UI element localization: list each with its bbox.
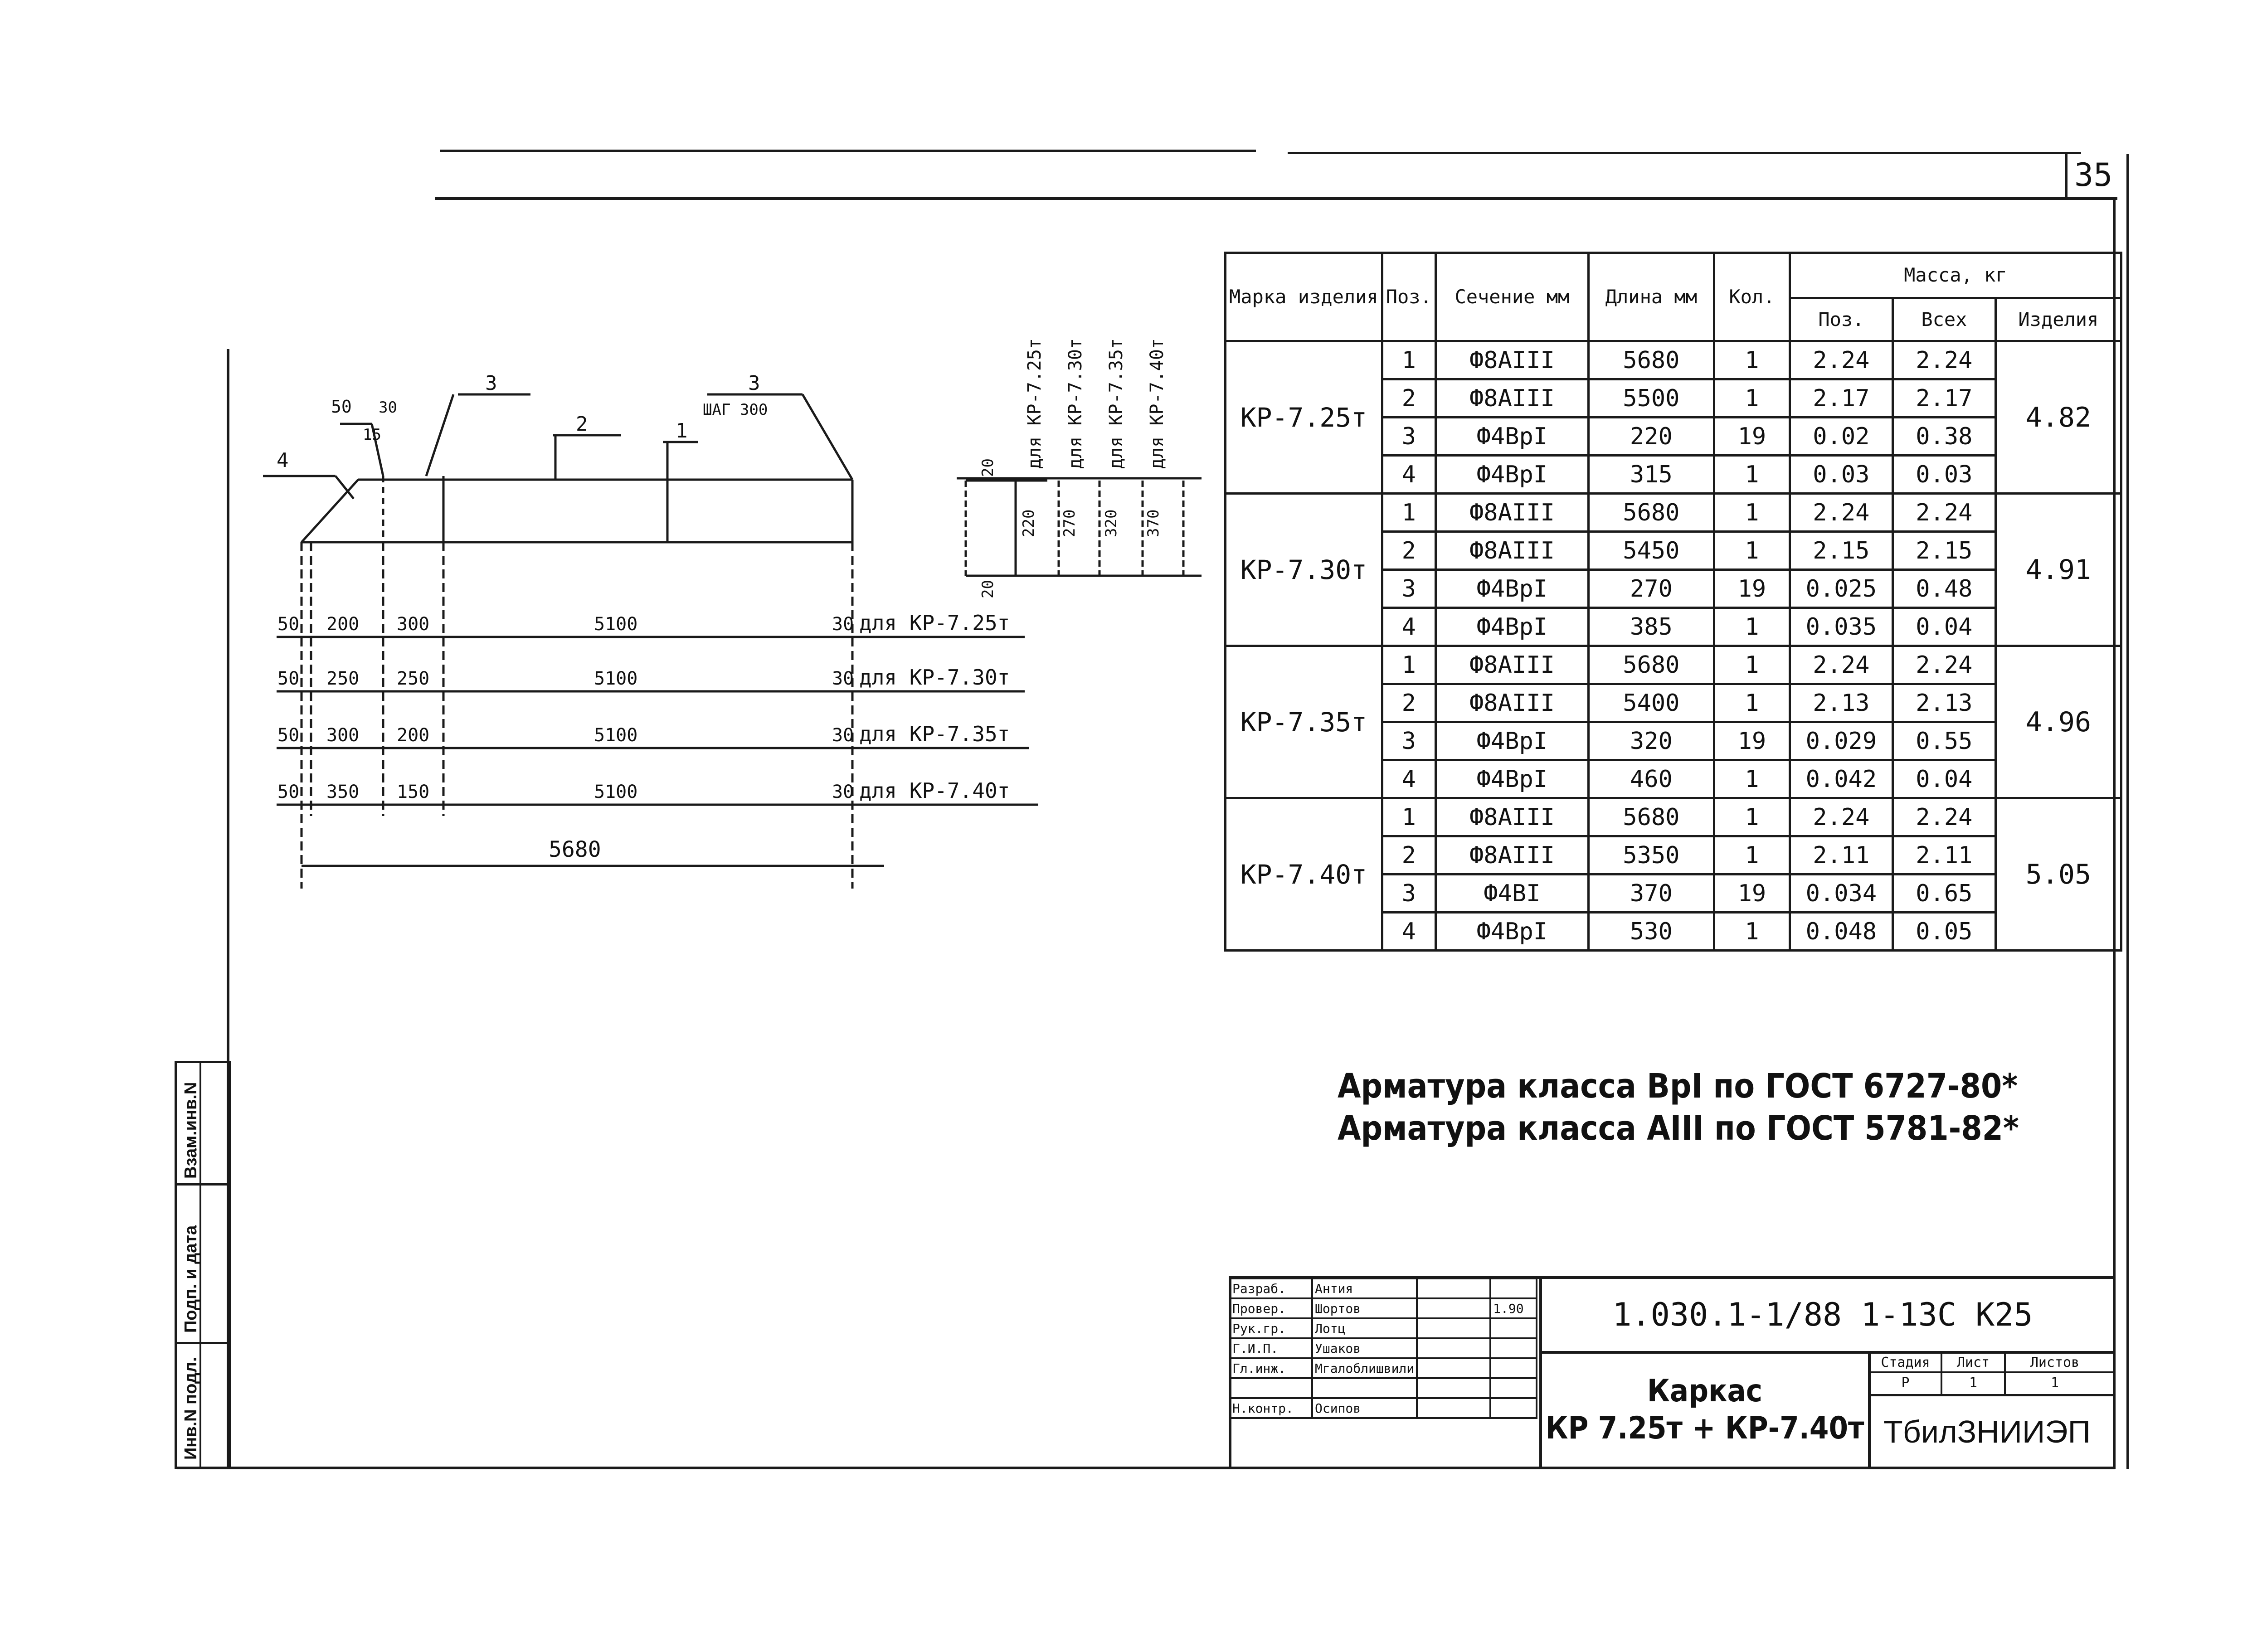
cell-pos: 4: [1382, 913, 1435, 951]
cell-section: Ф8АIII: [1435, 341, 1588, 379]
dim-50-top: 50: [331, 397, 352, 417]
header-mass: Масса, кг: [1790, 253, 2121, 298]
side-sign-date: Подп. и дата: [181, 1225, 200, 1333]
cell-length: 460: [1588, 760, 1714, 798]
cell-length: 270: [1588, 570, 1714, 608]
cell-length: 5500: [1588, 379, 1714, 418]
cell-length: 5350: [1588, 836, 1714, 875]
cell-one: 2.24: [1790, 341, 1892, 379]
svg-text:200: 200: [397, 725, 430, 746]
side-stamp-frame-right: [229, 1061, 231, 1469]
signature-row: [1230, 1338, 1537, 1358]
signature-sig: [1417, 1378, 1490, 1398]
cell-pos: 1: [1382, 494, 1435, 532]
svg-text:5100: 5100: [594, 614, 638, 635]
callout-4: 4: [277, 449, 289, 472]
cell-section: Ф4ВрI: [1435, 608, 1588, 646]
cell-length: 5400: [1588, 684, 1714, 722]
cell-pos: 2: [1382, 684, 1435, 722]
svg-text:300: 300: [397, 614, 430, 635]
cell-qty: 1: [1714, 836, 1790, 875]
dim-row-2: [277, 665, 1010, 690]
signature-name: Мгалоблишвили: [1312, 1358, 1417, 1378]
signature-row: [1230, 1378, 1537, 1398]
cell-pos: 3: [1382, 418, 1435, 456]
cell-length: 5680: [1588, 341, 1714, 379]
svg-text:150: 150: [397, 782, 430, 802]
signature-date: [1490, 1358, 1537, 1378]
cell-one: 2.13: [1790, 684, 1892, 722]
signature-role: Гл.инж.: [1230, 1358, 1312, 1378]
cell-one: 2.24: [1790, 798, 1892, 836]
cell-qty: 1: [1714, 684, 1790, 722]
cell-length: 370: [1588, 875, 1714, 913]
top-rule-3: [435, 197, 2117, 200]
notes: [1338, 1065, 2019, 1149]
svg-text:350: 350: [326, 782, 360, 802]
cell-section: Ф8АIII: [1435, 379, 1588, 418]
cell-pos: 3: [1382, 570, 1435, 608]
cell-section: Ф8АIII: [1435, 798, 1588, 836]
cell-pos: 3: [1382, 722, 1435, 760]
title-line-1: Каркас: [1647, 1373, 1763, 1409]
specification-table: [1224, 252, 2122, 952]
cell-pos: 4: [1382, 456, 1435, 494]
frame-right-outer: [2126, 154, 2129, 1469]
cell-one: 0.029: [1790, 722, 1892, 760]
note-line-2: Арматура класса АIII по ГОСТ 5781-82*: [1338, 1108, 2019, 1148]
svg-text:для КР-7.25т: для КР-7.25т: [859, 611, 1010, 635]
cell-qty: 1: [1714, 456, 1790, 494]
svg-text:30: 30: [832, 614, 854, 635]
cell-item-mass: 4.96: [1995, 646, 2121, 798]
signature-name: Антия: [1312, 1278, 1417, 1298]
cell-length: 385: [1588, 608, 1714, 646]
section-h1: 220: [1020, 509, 1038, 537]
callout-3a: 3: [485, 372, 497, 395]
cell-qty: 19: [1714, 570, 1790, 608]
sheet-value: 1: [1969, 1375, 1978, 1391]
top-rule-1: [440, 150, 1256, 152]
side-stamp-top: [175, 1061, 231, 1063]
dim-15-top: 15: [363, 426, 381, 444]
svg-text:для КР-7.40т: для КР-7.40т: [859, 778, 1010, 803]
sheet-header: Лист: [1956, 1355, 1990, 1370]
cell-qty: 1: [1714, 379, 1790, 418]
svg-text:50: 50: [277, 782, 300, 802]
signature-name: Лотц: [1312, 1318, 1417, 1338]
cell-all: 2.13: [1892, 684, 1995, 722]
section-bottom: 20: [979, 580, 997, 598]
callout-2: 2: [576, 413, 588, 436]
callout-1: 1: [676, 419, 688, 442]
cell-qty: 19: [1714, 722, 1790, 760]
cell-length: 530: [1588, 913, 1714, 951]
cell-length: 320: [1588, 722, 1714, 760]
cell-one: 2.11: [1790, 836, 1892, 875]
header-mass-item: Изделия: [1995, 298, 2121, 341]
page-number: 35: [2074, 156, 2113, 194]
signature-sig: [1417, 1398, 1490, 1418]
signature-name: Ушаков: [1312, 1338, 1417, 1358]
section-label-3: для КР-7.35т: [1106, 338, 1127, 469]
total-length: 5680: [549, 837, 601, 862]
dim-row-1: [277, 611, 1010, 635]
title-line-2: КР 7.25т + КР-7.40т: [1545, 1410, 1864, 1446]
side-stamp-sep2: [175, 1342, 231, 1344]
cell-section: Ф8АIII: [1435, 494, 1588, 532]
svg-text:для КР-7.30т: для КР-7.30т: [859, 665, 1010, 690]
cell-mark: КР-7.40т: [1226, 798, 1382, 951]
cell-one: 2.24: [1790, 494, 1892, 532]
signature-sig: [1417, 1298, 1490, 1318]
note-line-1: Арматура класса ВрI по ГОСТ 6727-80*: [1338, 1067, 2018, 1106]
section-h3: 320: [1102, 509, 1120, 537]
cell-length: 5450: [1588, 532, 1714, 570]
cell-one: 0.025: [1790, 570, 1892, 608]
side-stamp-sep1: [175, 1183, 231, 1186]
cell-all: 2.15: [1892, 532, 1995, 570]
sheets-header: Листов: [2030, 1355, 2080, 1370]
cell-mark: КР-7.25т: [1226, 341, 1382, 494]
cell-all: 2.11: [1892, 836, 1995, 875]
signature-role: Г.И.П.: [1230, 1338, 1312, 1358]
section-h2: 270: [1061, 509, 1079, 537]
cell-qty: 1: [1714, 798, 1790, 836]
cell-pos: 2: [1382, 836, 1435, 875]
dim-row-3: [277, 722, 1010, 746]
top-rule-2: [1288, 152, 2081, 154]
cell-section: Ф8АIII: [1435, 646, 1588, 684]
section-label-1: для КР-7.25т: [1024, 338, 1045, 469]
svg-text:5100: 5100: [594, 725, 638, 746]
signature-role: [1230, 1378, 1312, 1398]
section-top: 20: [979, 458, 997, 477]
step-label: ШАГ 300: [703, 401, 768, 419]
cell-pos: 4: [1382, 760, 1435, 798]
signature-date: 1.90: [1490, 1298, 1537, 1318]
cell-item-mass: 4.91: [1995, 494, 2121, 646]
header-length: Длина мм: [1588, 253, 1714, 341]
frame-bottom: [177, 1467, 2115, 1469]
header-qty: Кол.: [1714, 253, 1790, 341]
cell-length: 315: [1588, 456, 1714, 494]
cell-all: 0.38: [1892, 418, 1995, 456]
cell-qty: 1: [1714, 646, 1790, 684]
signature-role: Н.контр.: [1230, 1398, 1312, 1418]
signature-role: Рук.гр.: [1230, 1318, 1312, 1338]
document-title: [1542, 1353, 1868, 1467]
cell-length: 5680: [1588, 646, 1714, 684]
signature-row: [1230, 1318, 1537, 1338]
tb-split-h2: [1868, 1371, 2115, 1373]
signature-sig: [1417, 1338, 1490, 1358]
cell-all: 2.24: [1892, 341, 1995, 379]
stage-header: Стадия: [1881, 1355, 1930, 1370]
cell-item-mass: 4.82: [1995, 341, 2121, 494]
header-mass-all: Всех: [1892, 298, 1995, 341]
cell-section: Ф4ВрI: [1435, 418, 1588, 456]
cell-item-mass: 5.05: [1995, 798, 2121, 951]
stage-value: Р: [1901, 1375, 1910, 1391]
cell-length: 5680: [1588, 798, 1714, 836]
cell-length: 5680: [1588, 494, 1714, 532]
signature-date: [1490, 1398, 1537, 1418]
signature-sig: [1417, 1318, 1490, 1338]
signature-date: [1490, 1318, 1537, 1338]
cell-one: 2.17: [1790, 379, 1892, 418]
side-stamp-frame-left: [175, 1061, 177, 1469]
cell-all: 2.24: [1892, 646, 1995, 684]
table-row: [1226, 494, 2121, 532]
cell-all: 0.04: [1892, 760, 1995, 798]
signature-row: [1230, 1358, 1537, 1378]
header-mass-one: Поз.: [1790, 298, 1892, 341]
document-code: 1.030.1-1/88 1-13С К25: [1612, 1296, 2033, 1333]
svg-text:5100: 5100: [594, 668, 638, 689]
svg-text:250: 250: [326, 668, 360, 689]
svg-text:300: 300: [326, 725, 360, 746]
cell-section: Ф4ВрI: [1435, 456, 1588, 494]
cell-qty: 1: [1714, 760, 1790, 798]
cell-one: 2.15: [1790, 532, 1892, 570]
organization: ТбилЗНИИЭП: [1883, 1414, 2091, 1449]
cell-pos: 2: [1382, 379, 1435, 418]
side-inv-number: Инв.N подл.: [181, 1357, 200, 1460]
cell-qty: 19: [1714, 875, 1790, 913]
cell-pos: 1: [1382, 798, 1435, 836]
cell-section: Ф4ВрI: [1435, 760, 1588, 798]
signature-row: [1230, 1398, 1537, 1418]
dim-30-top: 30: [379, 398, 397, 417]
callout-3b: 3: [748, 372, 760, 395]
cell-mark: КР-7.30т: [1226, 494, 1382, 646]
cell-one: 0.034: [1790, 875, 1892, 913]
cell-pos: 1: [1382, 646, 1435, 684]
cell-qty: 19: [1714, 418, 1790, 456]
cell-section: Ф4ВрI: [1435, 570, 1588, 608]
svg-text:30: 30: [832, 668, 854, 689]
cell-all: 2.24: [1892, 494, 1995, 532]
signature-sig: [1417, 1278, 1490, 1298]
svg-text:250: 250: [397, 668, 430, 689]
table-row: [1226, 341, 2121, 379]
header-section: Сечение мм: [1435, 253, 1588, 341]
cell-qty: 1: [1714, 913, 1790, 951]
signature-row: [1230, 1278, 1537, 1298]
cell-one: 0.048: [1790, 913, 1892, 951]
page-num-box: [2065, 154, 2068, 199]
signature-role: Провер.: [1230, 1298, 1312, 1318]
signature-name: Осипов: [1312, 1398, 1417, 1418]
cell-section: Ф8АIII: [1435, 532, 1588, 570]
cell-section: Ф4ВI: [1435, 875, 1588, 913]
svg-text:30: 30: [832, 725, 854, 746]
signature-table: [1229, 1278, 1537, 1419]
cell-pos: 4: [1382, 608, 1435, 646]
table-header-row: [1226, 253, 2121, 298]
cell-one: 0.035: [1790, 608, 1892, 646]
cell-pos: 1: [1382, 341, 1435, 379]
section-drawing: [948, 308, 1220, 598]
table-row: [1226, 798, 2121, 836]
cell-section: Ф4ВрI: [1435, 913, 1588, 951]
cell-all: 0.48: [1892, 570, 1995, 608]
table-row: [1226, 646, 2121, 684]
cell-all: 0.65: [1892, 875, 1995, 913]
cell-section: Ф4ВрI: [1435, 722, 1588, 760]
cell-all: 0.05: [1892, 913, 1995, 951]
cell-all: 0.55: [1892, 722, 1995, 760]
section-h4: 370: [1144, 509, 1163, 537]
cell-all: 2.24: [1892, 798, 1995, 836]
signature-name: [1312, 1378, 1417, 1398]
section-label-4: для КР-7.40т: [1147, 338, 1168, 469]
cell-one: 0.03: [1790, 456, 1892, 494]
cell-pos: 2: [1382, 532, 1435, 570]
cell-qty: 1: [1714, 494, 1790, 532]
sheets-value: 1: [2050, 1375, 2059, 1391]
cell-all: 2.17: [1892, 379, 1995, 418]
cell-pos: 3: [1382, 875, 1435, 913]
cell-all: 0.03: [1892, 456, 1995, 494]
side-repl-inv: Взам.инв.N: [181, 1082, 200, 1179]
cell-one: 0.042: [1790, 760, 1892, 798]
svg-text:200: 200: [326, 614, 360, 635]
svg-text:50: 50: [277, 725, 300, 746]
cell-section: Ф8АIII: [1435, 684, 1588, 722]
signature-date: [1490, 1378, 1537, 1398]
signature-date: [1490, 1338, 1537, 1358]
cell-one: 0.02: [1790, 418, 1892, 456]
signature-row: [1230, 1298, 1537, 1318]
cell-one: 2.24: [1790, 646, 1892, 684]
svg-text:50: 50: [277, 668, 300, 689]
signature-sig: [1417, 1358, 1490, 1378]
svg-text:50: 50: [277, 614, 300, 635]
cell-qty: 1: [1714, 532, 1790, 570]
svg-text:5100: 5100: [594, 782, 638, 802]
cell-qty: 1: [1714, 608, 1790, 646]
signature-name: Шортов: [1312, 1298, 1417, 1318]
signature-date: [1490, 1278, 1537, 1298]
header-mark: Марка изделия: [1226, 253, 1382, 341]
cell-qty: 1: [1714, 341, 1790, 379]
svg-text:для КР-7.35т: для КР-7.35т: [859, 722, 1010, 746]
cell-length: 220: [1588, 418, 1714, 456]
signature-role: Разраб.: [1230, 1278, 1312, 1298]
header-pos: Поз.: [1382, 253, 1435, 341]
svg-text:30: 30: [832, 782, 854, 802]
cell-section: Ф8АIII: [1435, 836, 1588, 875]
section-label-2: для КР-7.30т: [1065, 338, 1086, 469]
cell-all: 0.04: [1892, 608, 1995, 646]
cell-mark: КР-7.35т: [1226, 646, 1382, 798]
dim-row-4: [277, 778, 1010, 803]
